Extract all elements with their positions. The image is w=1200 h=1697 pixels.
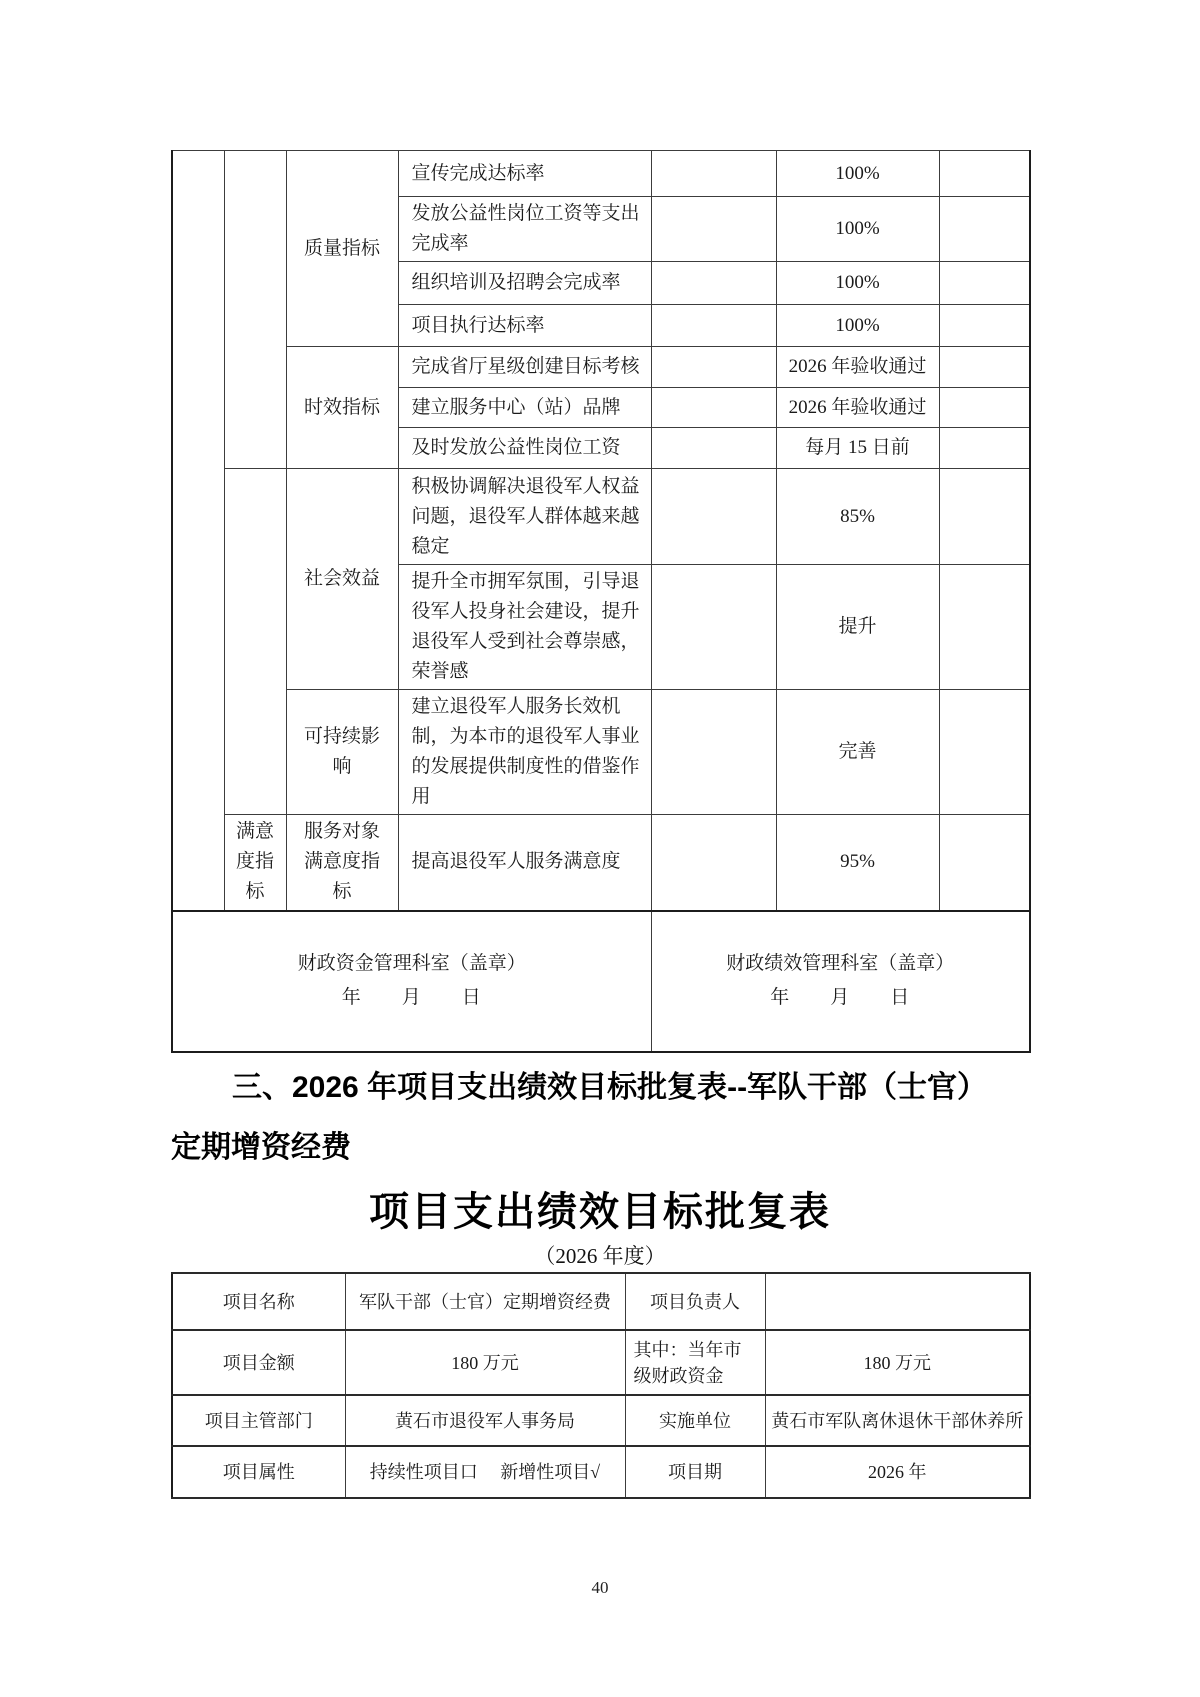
empty-cell bbox=[651, 690, 776, 815]
field-label: 项目期 bbox=[625, 1446, 765, 1498]
indicator-name: 发放公益性岗位工资等支出完成率 bbox=[398, 197, 651, 262]
indicator-value: 100% bbox=[776, 151, 939, 197]
indicator-name: 积极协调解决退役军人权益问题，退役军人群体越来越稳定 bbox=[398, 469, 651, 565]
empty-cell bbox=[939, 815, 1030, 911]
indicator-value: 2026 年验收通过 bbox=[776, 347, 939, 388]
empty-cell bbox=[939, 151, 1030, 197]
field-value: 黄石市军队离休退休干部休养所 bbox=[765, 1395, 1030, 1446]
service-target-group-label: 服务对象满意度指标 bbox=[286, 815, 398, 911]
indicator-value: 完善 bbox=[776, 690, 939, 815]
indicator-value: 95% bbox=[776, 815, 939, 911]
empty-cell bbox=[939, 690, 1030, 815]
field-label: 项目金额 bbox=[172, 1330, 345, 1395]
empty-cell bbox=[651, 428, 776, 469]
empty-cell bbox=[651, 151, 776, 197]
empty-cell bbox=[651, 469, 776, 565]
field-label: 项目主管部门 bbox=[172, 1395, 345, 1446]
signature-left-title: 财政资金管理科室（盖章） bbox=[297, 952, 526, 974]
empty-cell bbox=[651, 565, 776, 690]
table-row bbox=[172, 690, 1030, 815]
indicator-value: 100% bbox=[776, 197, 939, 262]
empty-cell bbox=[651, 815, 776, 911]
empty-cell bbox=[939, 469, 1030, 565]
output-indicator-group-cell-empty bbox=[224, 151, 286, 469]
section-heading-line2: 定期增资经费 bbox=[171, 1131, 351, 1164]
indicator-name: 提升全市拥军氛围，引导退役军人投身社会建设，提升退役军人受到社会尊崇感，荣誉感 bbox=[398, 565, 651, 690]
indicator-name: 项目执行达标率 bbox=[398, 305, 651, 347]
table-row bbox=[172, 1446, 1030, 1498]
table-row bbox=[172, 151, 1030, 197]
indicator-name: 建立服务中心（站）品牌 bbox=[398, 388, 651, 428]
empty-cell bbox=[939, 565, 1030, 690]
empty-cell bbox=[939, 262, 1030, 305]
document-title: 项目支出绩效目标批复表 bbox=[369, 1189, 831, 1234]
field-value: 持续性项目口 新增性项目√ bbox=[345, 1446, 625, 1498]
indicator-value: 100% bbox=[776, 262, 939, 305]
sustainability-group-label: 可持续影响 bbox=[286, 690, 398, 815]
table-row bbox=[172, 469, 1030, 565]
indicator-value: 每月 15 日前 bbox=[776, 428, 939, 469]
signature-cell-left bbox=[172, 911, 651, 1052]
indicator-category-cell-empty bbox=[172, 151, 224, 911]
field-value bbox=[765, 1273, 1030, 1330]
empty-cell bbox=[651, 197, 776, 262]
project-info-table bbox=[171, 1272, 1031, 1499]
section-heading-line1: 三、2026 年项目支出绩效目标批复表--军队干部（士官） bbox=[232, 1071, 988, 1104]
field-label: 实施单位 bbox=[625, 1395, 765, 1446]
empty-cell bbox=[651, 262, 776, 305]
table-row bbox=[172, 347, 1030, 388]
indicator-name: 完成省厅星级创建目标考核 bbox=[398, 347, 651, 388]
field-value: 2026 年 bbox=[765, 1446, 1030, 1498]
signature-right-title: 财政绩效管理科室（盖章） bbox=[726, 952, 955, 974]
timeliness-indicator-group-label: 时效指标 bbox=[286, 347, 398, 469]
empty-cell bbox=[939, 428, 1030, 469]
satisfaction-group-label: 满意度指标 bbox=[224, 815, 286, 911]
indicator-name: 建立退役军人服务长效机制，为本市的退役军人事业的发展提供制度性的借鉴作用 bbox=[398, 690, 651, 815]
indicator-name: 及时发放公益性岗位工资 bbox=[398, 428, 651, 469]
empty-cell bbox=[939, 388, 1030, 428]
empty-cell bbox=[939, 305, 1030, 347]
benefit-indicator-group-cell-empty bbox=[224, 469, 286, 815]
signature-row bbox=[172, 911, 1030, 1052]
signature-left-date: 年 月 日 bbox=[341, 986, 482, 1008]
empty-cell bbox=[651, 305, 776, 347]
indicator-name: 组织培训及招聘会完成率 bbox=[398, 262, 651, 305]
field-label: 其中：当年市级财政资金 bbox=[625, 1330, 765, 1395]
field-value: 军队干部（士官）定期增资经费 bbox=[345, 1273, 625, 1330]
field-label: 项目负责人 bbox=[625, 1273, 765, 1330]
signature-cell-right bbox=[651, 911, 1030, 1052]
table-row bbox=[172, 1395, 1030, 1446]
empty-cell bbox=[939, 197, 1030, 262]
field-value: 180 万元 bbox=[765, 1330, 1030, 1395]
field-label: 项目名称 bbox=[172, 1273, 345, 1330]
indicator-name: 宣传完成达标率 bbox=[398, 151, 651, 197]
page-number: 40 bbox=[591, 1578, 609, 1597]
document-subtitle: （2026 年度） bbox=[534, 1244, 666, 1268]
empty-cell bbox=[939, 347, 1030, 388]
table-row bbox=[172, 1330, 1030, 1395]
empty-cell bbox=[651, 388, 776, 428]
indicator-value: 100% bbox=[776, 305, 939, 347]
indicator-value: 85% bbox=[776, 469, 939, 565]
table-row bbox=[172, 815, 1030, 911]
field-label: 项目属性 bbox=[172, 1446, 345, 1498]
performance-indicator-table bbox=[171, 150, 1031, 1053]
indicator-name: 提高退役军人服务满意度 bbox=[398, 815, 651, 911]
social-benefit-group-label: 社会效益 bbox=[286, 469, 398, 690]
quality-indicator-group-label: 质量指标 bbox=[286, 151, 398, 347]
signature-right-date: 年 月 日 bbox=[770, 986, 911, 1008]
empty-cell bbox=[651, 347, 776, 388]
indicator-value: 2026 年验收通过 bbox=[776, 388, 939, 428]
field-value: 180 万元 bbox=[345, 1330, 625, 1395]
indicator-value: 提升 bbox=[776, 565, 939, 690]
table-row bbox=[172, 1273, 1030, 1330]
field-value: 黄石市退役军人事务局 bbox=[345, 1395, 625, 1446]
